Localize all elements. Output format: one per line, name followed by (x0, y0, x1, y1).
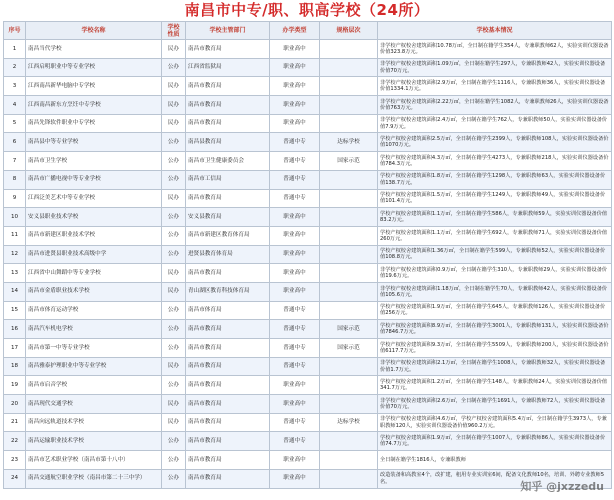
header-name: 学校名称 (26, 22, 162, 40)
row-number: 17 (4, 339, 26, 358)
school-nature: 民办 (162, 114, 186, 133)
school-level (320, 58, 378, 77)
school-dept: 江西省监狱局 (186, 58, 270, 77)
school-level (320, 469, 378, 488)
header-level: 规格层次 (320, 22, 378, 40)
school-name: 南昌市新建区职业技术学校 (26, 226, 162, 245)
school-description: 学校产权校舍建筑面积1.8万㎡，全日制在籍学生1298人，专兼职教师63人，实验实训仪器设备价值138.7万元。 (378, 170, 612, 189)
school-dept: 南昌市教育局 (186, 395, 270, 414)
school-nature: 公办 (162, 208, 186, 227)
school-type: 职业高中 (270, 77, 320, 96)
school-name: 南昌向远轨道技术学校 (26, 413, 162, 432)
row-number: 3 (4, 77, 26, 96)
school-name: 安义县职业技术学校 (26, 208, 162, 227)
school-level (320, 40, 378, 59)
school-description: 学校产权校舍建筑面积1.9万㎡，全日制在籍学生645人，专兼职教师126人，实验实训仪器设备价值256万元。 (378, 301, 612, 320)
school-dept: 南昌市教育局 (186, 114, 270, 133)
school-level (320, 245, 378, 264)
school-name: 南昌市金盾职业技术学校 (26, 282, 162, 301)
school-type: 职业高中 (270, 376, 320, 395)
school-nature: 民办 (162, 77, 186, 96)
school-type: 职业高中 (270, 451, 320, 470)
school-dept: 南昌市教育局 (186, 320, 270, 339)
school-nature: 公办 (162, 301, 186, 320)
school-type: 普通中专 (270, 152, 320, 171)
school-type: 普通中专 (270, 432, 320, 451)
school-description: 非学校产权校舍建筑面积2.6万㎡，全日制在籍学生1691人，专兼职教师72人，实验实训仪器设备价值70万元。 (378, 395, 612, 414)
school-name: 南昌现代交通学校 (26, 395, 162, 414)
table-row (4, 339, 612, 358)
school-name: 江西省中山舞蹈中等专业学校 (26, 264, 162, 283)
school-type: 职业高中 (270, 96, 320, 115)
school-nature: 民办 (162, 282, 186, 301)
school-type: 普通中专 (270, 357, 320, 376)
school-nature: 公办 (162, 133, 186, 152)
school-nature: 公办 (162, 432, 186, 451)
table-row (4, 114, 612, 133)
school-type: 职业高中 (270, 226, 320, 245)
school-dept: 青山湖区教育科技体育局 (186, 282, 270, 301)
row-number: 24 (4, 469, 26, 488)
school-nature: 公办 (162, 451, 186, 470)
page-title: 南昌市中专/职、职高学校（24所） (184, 1, 430, 19)
school-name: 南昌雅泰护理职业中等专业学校 (26, 357, 162, 376)
row-number: 6 (4, 133, 26, 152)
school-description: 改造装备和高教室4个，改扩建，租用专业实训室6间，配备文化教师10名，培训、外聘专业教师5名。 (378, 469, 612, 488)
school-description: 学校产权校舍建筑面积1.5万㎡，全日制在籍学生1249人，专兼职教师49人，实验实训仪器设备价值101.4万元。 (378, 189, 612, 208)
row-number: 16 (4, 320, 26, 339)
school-nature: 民办 (162, 357, 186, 376)
school-type: 职业高中 (270, 245, 320, 264)
school-dept: 南昌县教育局 (186, 133, 270, 152)
school-nature: 民办 (162, 189, 186, 208)
school-level: 国家示范 (320, 339, 378, 358)
school-level (320, 357, 378, 376)
table-row (4, 152, 612, 171)
row-number: 15 (4, 301, 26, 320)
school-type: 职业高中 (270, 58, 320, 77)
row-number: 23 (4, 451, 26, 470)
zhihu-watermark: 知乎 @jxzzedu (520, 480, 604, 493)
school-dept: 南昌市教育局 (186, 189, 270, 208)
school-description: 非学校产权校舍建筑面积1.09万㎡，全日制在籍学生297人，专兼职教师42人，实验实训仪器设备价值70万元。 (378, 58, 612, 77)
school-name: 南昌市启音学校 (26, 376, 162, 395)
school-level (320, 301, 378, 320)
row-number: 13 (4, 264, 26, 283)
school-name: 江西南昌新华电脑中专学校 (26, 77, 162, 96)
school-description: 学校产权校舍建筑面积1.1万㎡，全日制在籍学生586人，专兼职教师59人，实验实训仪器设备价值83.2万元。 (378, 208, 612, 227)
school-nature: 公办 (162, 226, 186, 245)
school-nature: 民办 (162, 264, 186, 283)
table-row (4, 96, 612, 115)
row-number: 21 (4, 413, 26, 432)
row-number: 14 (4, 282, 26, 301)
school-level: 达标学校 (320, 133, 378, 152)
school-type: 职业高中 (270, 208, 320, 227)
school-dept: 南昌市教育局 (186, 339, 270, 358)
school-name: 江西泛美艺术中等专业学校 (26, 189, 162, 208)
school-nature: 公办 (162, 469, 186, 488)
school-name: 南昌先锋软件职业中专学校 (26, 114, 162, 133)
school-description: 非学校产权校舍建筑面积1.18万㎡，全日制在籍学生70人，专兼职教师42人，实验实训仪器设备价值105.6万元。 (378, 282, 612, 301)
row-number: 5 (4, 114, 26, 133)
school-level (320, 376, 378, 395)
row-number: 10 (4, 208, 26, 227)
school-level (320, 395, 378, 414)
table-row (4, 395, 612, 414)
row-number: 11 (4, 226, 26, 245)
table-row (4, 469, 612, 488)
school-description: 非学校产权校舍建筑面积0.9万㎡，全日制在籍学生310人，专兼职教师29人，实验实训仪器设备价值19.6万元。 (378, 264, 612, 283)
table-row (4, 133, 612, 152)
table-row (4, 208, 612, 227)
row-number: 1 (4, 40, 26, 59)
school-name: 南昌交通航空职业学校（南昌市第二十三中学） (26, 469, 162, 488)
table-row (4, 245, 612, 264)
table-row (4, 264, 612, 283)
school-type: 普通中专 (270, 301, 320, 320)
school-name: 南昌市进贤县职业技术高级中学 (26, 245, 162, 264)
row-number: 2 (4, 58, 26, 77)
school-nature: 民办 (162, 413, 186, 432)
school-level (320, 170, 378, 189)
table-row (4, 357, 612, 376)
schools-table (3, 21, 612, 489)
school-description: 全日制在籍学生1816人，专兼职教师 (378, 451, 612, 470)
school-nature: 公办 (162, 170, 186, 189)
school-level (320, 77, 378, 96)
school-description: 非学校产权校舍建筑面积2.4万㎡，全日制在籍学生762人，专兼职教师50人，实验实训仪器设备价值7.9万元。 (378, 114, 612, 133)
school-description: 学校产权校舍建筑面积1.9万㎡，全日制在籍学生1007人，专兼职教师86人，实验实训仪器设备价值74.7万元。 (378, 432, 612, 451)
school-nature: 公办 (162, 320, 186, 339)
school-description: 非学校产权校舍建筑面积2.1万㎡，全日制在籍学生1008人，专兼职教师32人，实验实训仪器设备价值1.7万元。 (378, 357, 612, 376)
school-dept: 南昌市教育局 (186, 357, 270, 376)
school-dept: 南昌市教育局 (186, 40, 270, 59)
school-name: 南昌县中等专业学校 (26, 133, 162, 152)
school-dept: 南昌市教育局 (186, 376, 270, 395)
school-level: 国家示范 (320, 320, 378, 339)
school-dept: 南昌市体育局 (186, 301, 270, 320)
school-type: 职业高中 (270, 114, 320, 133)
school-level (320, 264, 378, 283)
header-desc: 学校基本情况 (378, 22, 612, 40)
school-dept: 进贤县教育体育局 (186, 245, 270, 264)
school-level (320, 282, 378, 301)
school-dept: 南昌市卫生健康委员会 (186, 152, 270, 171)
row-number: 8 (4, 170, 26, 189)
school-description: 学校产权校舍建筑面积9.3万㎡，全日制在籍学生5509人，专兼职教师200人，实验实训仪器设备价值6117.7万元。 (378, 339, 612, 358)
header-no: 序号 (4, 22, 26, 40)
school-name: 江西启明职业中等专业学校 (26, 58, 162, 77)
table-row (4, 413, 612, 432)
school-level (320, 432, 378, 451)
school-name: 南昌市广播电视中等专业学校 (26, 170, 162, 189)
school-description: 学校产权校舍建筑面积4.3万㎡，全日制在籍学生4273人，专兼职教师218人，实验实训仪器设备价值784.3万元。 (378, 152, 612, 171)
school-type: 职业高中 (270, 264, 320, 283)
school-description: 非学校产权校舍建筑面积4.6万㎡，学校产权校舍建筑面积5.4万㎡，全日制在籍学生3973人，专兼职教师120人，实验实训仪器设备价值960.2万元。 (378, 413, 612, 432)
school-level (320, 114, 378, 133)
school-nature: 公办 (162, 339, 186, 358)
school-nature: 民办 (162, 40, 186, 59)
school-name: 南昌运输职业技术学校 (26, 432, 162, 451)
school-name: 江西南昌新东方烹饪中专学校 (26, 96, 162, 115)
school-dept: 南昌市教育局 (186, 77, 270, 96)
school-type: 普通中专 (270, 170, 320, 189)
school-level (320, 226, 378, 245)
school-description: 非学校产权校舍建筑面积2.22万㎡，全日制在籍学生1082人，专兼职教师26人，实验实训仪器设备价值763万元。 (378, 96, 612, 115)
school-dept: 南昌市教育局 (186, 469, 270, 488)
school-name: 南昌市艺术职业学校（南昌市第十八中） (26, 451, 162, 470)
school-nature: 公办 (162, 245, 186, 264)
table-row (4, 282, 612, 301)
school-type: 普通中专 (270, 339, 320, 358)
school-dept: 南昌市教育局 (186, 96, 270, 115)
row-number: 19 (4, 376, 26, 395)
school-level: 达标学校 (320, 413, 378, 432)
school-dept: 南昌市工信局 (186, 170, 270, 189)
table-row (4, 226, 612, 245)
school-nature: 民办 (162, 96, 186, 115)
school-level: 国家示范 (320, 152, 378, 171)
header-type: 办学类型 (270, 22, 320, 40)
table-row (4, 170, 612, 189)
row-number: 18 (4, 357, 26, 376)
row-number: 20 (4, 395, 26, 414)
school-level (320, 96, 378, 115)
table-row (4, 432, 612, 451)
school-nature: 公办 (162, 58, 186, 77)
school-description: 学校产权校舍建筑面积1.36万㎡，全日制在籍学生599人，专兼职教师52人，实验实训仪器设备价值108.8万元。 (378, 245, 612, 264)
table-row (4, 77, 612, 96)
table-row (4, 40, 612, 59)
school-dept: 安义县教育局 (186, 208, 270, 227)
table-row (4, 451, 612, 470)
row-number: 22 (4, 432, 26, 451)
table-row (4, 320, 612, 339)
header-dept: 学校主管部门 (186, 22, 270, 40)
school-level (320, 189, 378, 208)
school-nature: 公办 (162, 376, 186, 395)
school-type: 普通中专 (270, 133, 320, 152)
row-number: 4 (4, 96, 26, 115)
school-level (320, 208, 378, 227)
row-number: 7 (4, 152, 26, 171)
school-dept: 南昌市新建区教育体育局 (186, 226, 270, 245)
school-type: 普通中专 (270, 320, 320, 339)
school-type: 职业高中 (270, 395, 320, 414)
school-name: 南昌市体育运动学校 (26, 301, 162, 320)
header-nature: 学校 性质 (162, 22, 186, 40)
table-row (4, 189, 612, 208)
table-row (4, 58, 612, 77)
school-level (320, 451, 378, 470)
school-description: 学校产权校舍建筑面积1.1万㎡，全日制在籍学生692人，专兼职教师71人，实验实训仪器设备价值260万元。 (378, 226, 612, 245)
school-type: 职业高中 (270, 469, 320, 488)
school-nature: 民办 (162, 395, 186, 414)
school-name: 南昌汽车机电学校 (26, 320, 162, 339)
school-dept: 南昌市教育局 (186, 264, 270, 283)
school-type: 普通中专 (270, 413, 320, 432)
school-nature: 公办 (162, 152, 186, 171)
school-type: 职业高中 (270, 40, 320, 59)
school-name: 南昌市卫生学校 (26, 152, 162, 171)
table-header-row (4, 22, 612, 40)
school-description: 非学校产权校舍建筑面积10.78万㎡，全日制在籍学生354人，专兼职教师62人，实验实训仪器设备价值323.8万元。 (378, 40, 612, 59)
school-name: 南昌当代学校 (26, 40, 162, 59)
row-number: 9 (4, 189, 26, 208)
school-description: 学校产权校舍建筑面积8.9万㎡，全日制在籍学生3001人，专兼职教师131人，实验实训仪器设备价值7846.7万元。 (378, 320, 612, 339)
school-name: 南昌市第一中等专业学校 (26, 339, 162, 358)
school-description: 学校产权校舍建筑面积1.2万㎡，全日制在籍学生148人，专兼职教师24人，实验实训仪器设备价值341.7万元。 (378, 376, 612, 395)
table-row (4, 301, 612, 320)
row-number: 12 (4, 245, 26, 264)
school-dept: 南昌市教育局 (186, 413, 270, 432)
school-description: 学校产权校舍建筑面积2.5万㎡，全日制在籍学生2399人，专兼职教师108人，实验实训仪器设备价值1070万元。 (378, 133, 612, 152)
school-type: 普通中专 (270, 189, 320, 208)
school-dept: 南昌市教育局 (186, 451, 270, 470)
school-dept: 南昌市教育局 (186, 432, 270, 451)
table-row (4, 376, 612, 395)
school-description: 非学校产权校舍建筑面积2.9万㎡，全日制在籍学生1116人，专兼职教师36人，实验实训仪器设备价值1334.1万元。 (378, 77, 612, 96)
school-type: 职业高中 (270, 282, 320, 301)
